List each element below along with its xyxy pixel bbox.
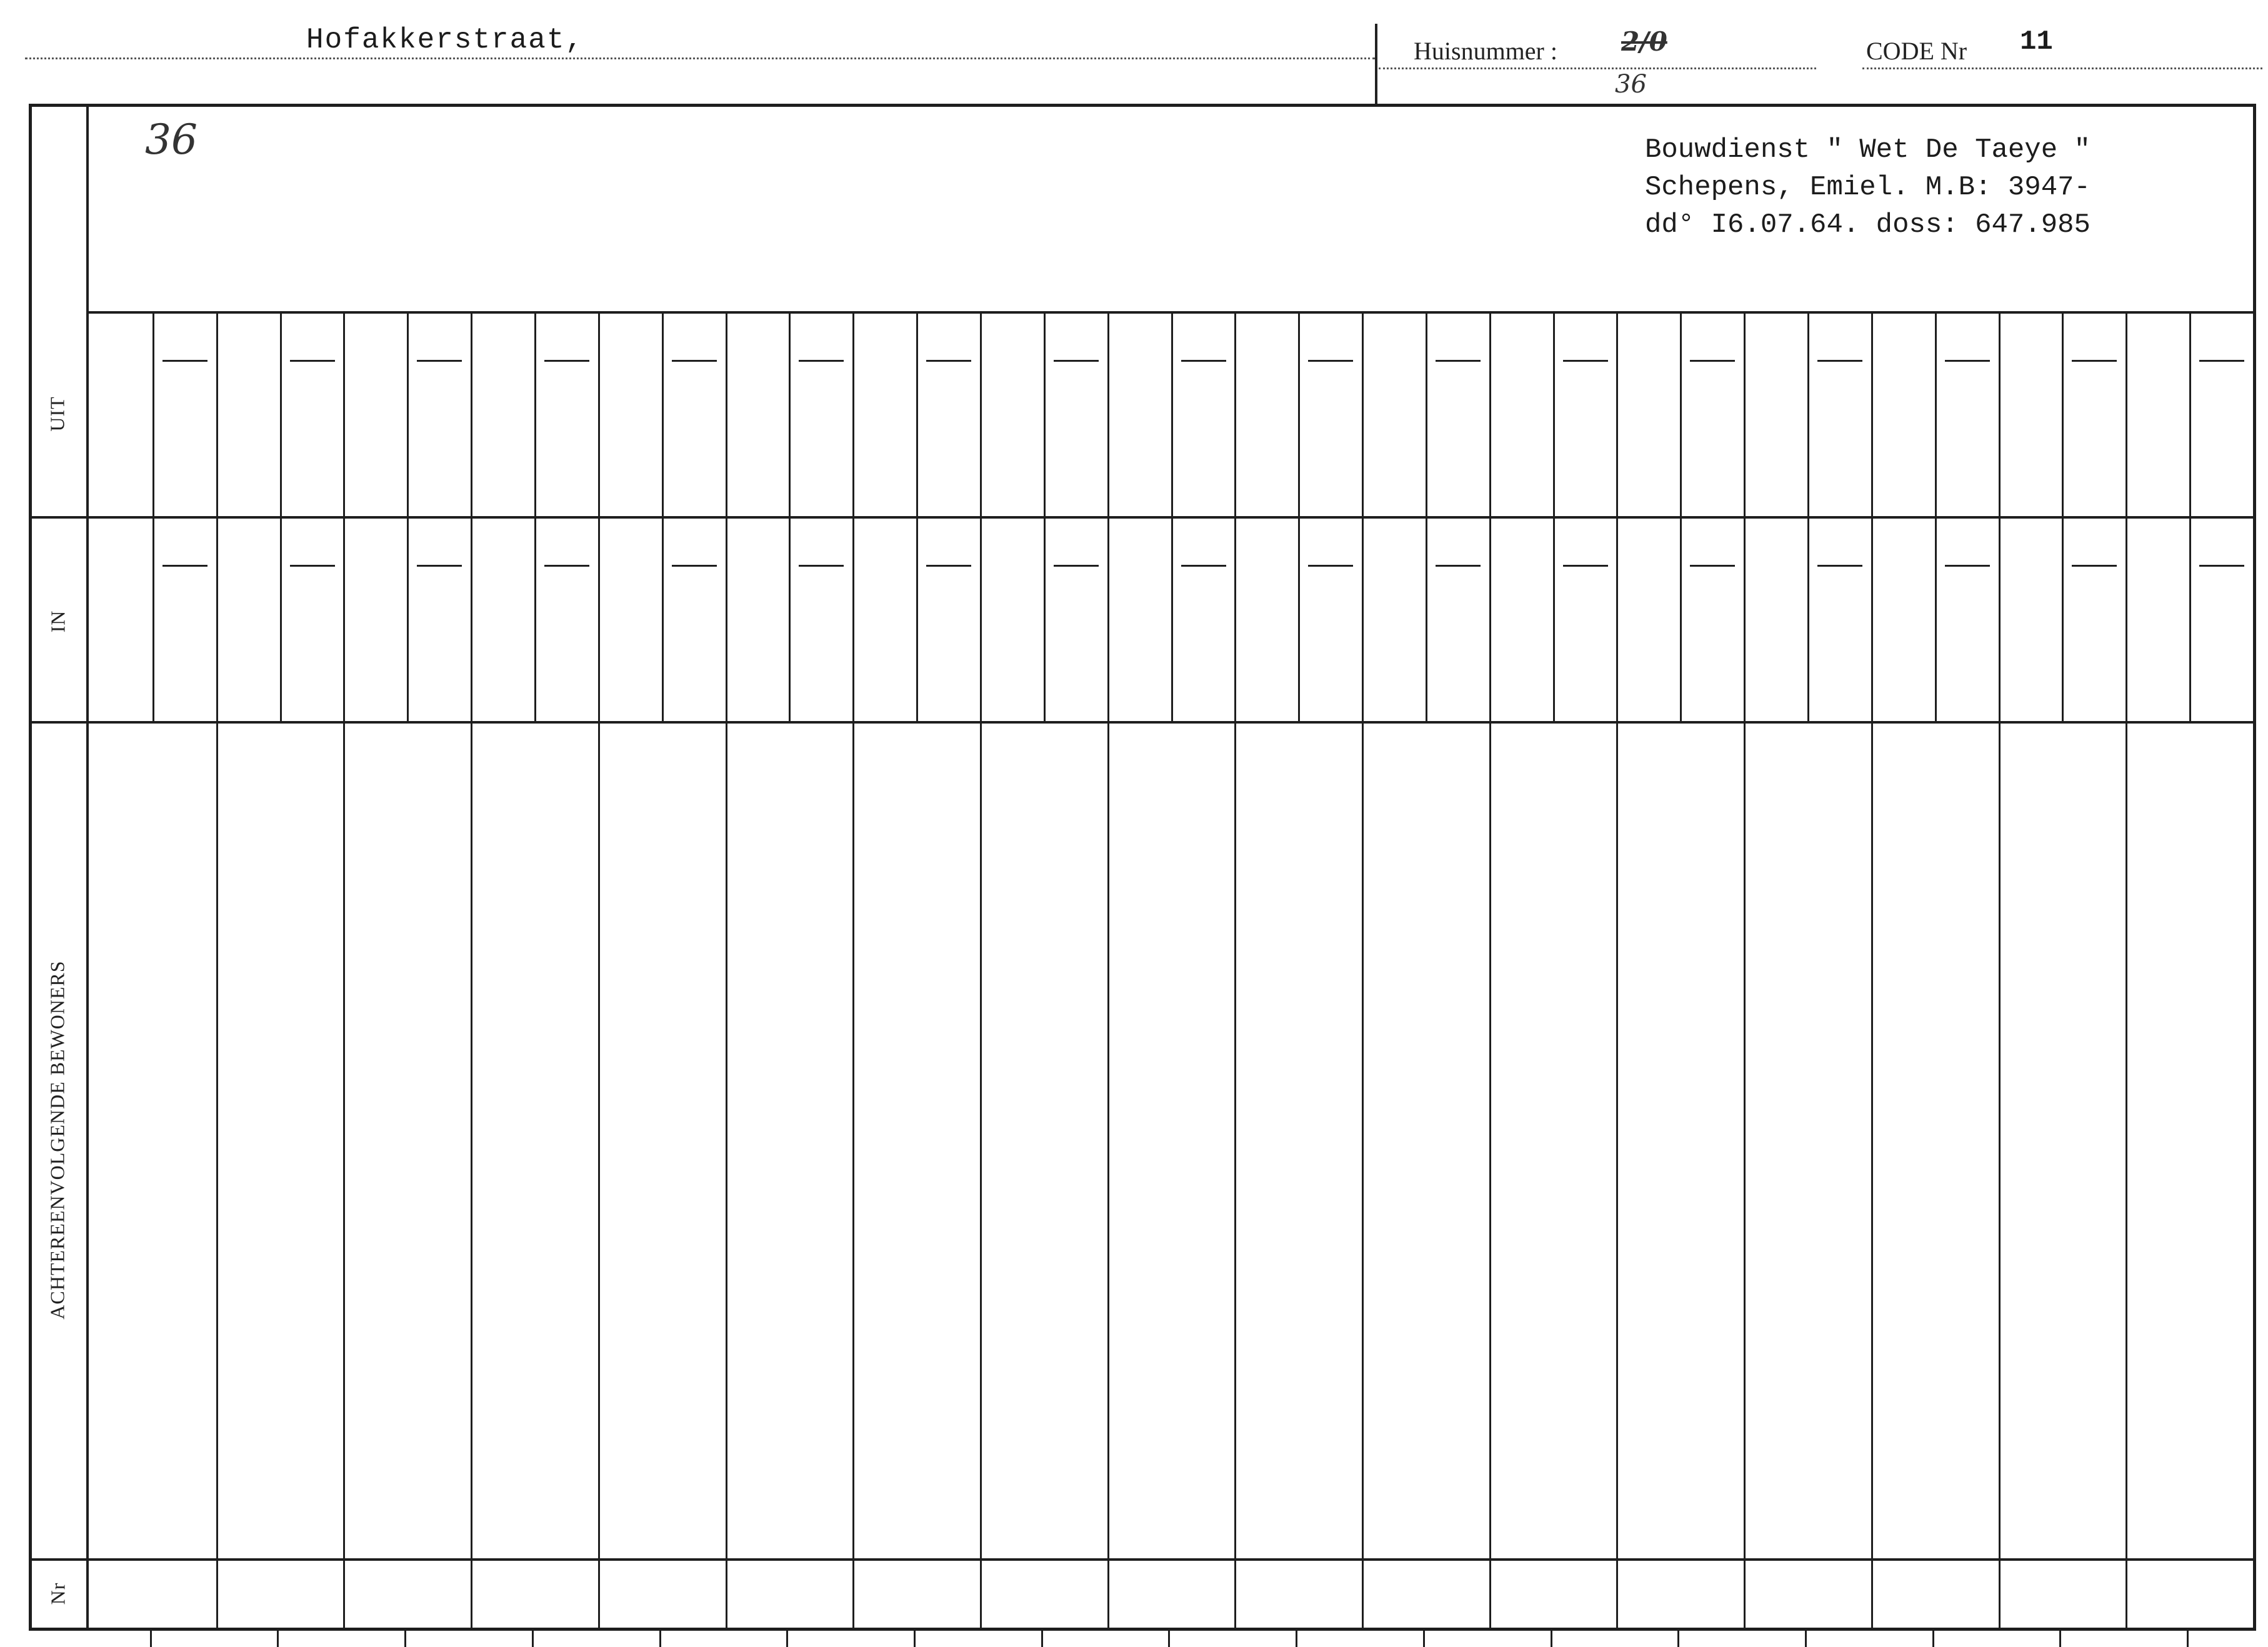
in-date-dash — [1054, 565, 1099, 567]
column-divider — [1616, 311, 1618, 1631]
house-number-underline — [1379, 67, 1816, 69]
in-divider — [29, 721, 2256, 724]
bottom-tick — [404, 1631, 406, 1647]
uit-date-dash — [2199, 360, 2244, 362]
street-underline — [25, 57, 1375, 59]
column-divider — [1362, 311, 1364, 1631]
bottom-tick — [277, 1631, 279, 1647]
code-label: CODE Nr — [1866, 37, 1967, 65]
date-subdivider — [1298, 311, 1300, 722]
in-date-dash — [1945, 565, 1990, 567]
column-divider — [1489, 311, 1491, 1631]
uit-date-dash — [544, 360, 589, 362]
column-divider — [216, 311, 218, 1631]
column-divider — [726, 311, 727, 1631]
column-divider — [471, 311, 472, 1631]
date-subdivider — [1553, 311, 1555, 722]
nr-divider — [29, 1558, 2256, 1561]
in-date-dash — [2199, 565, 2244, 567]
uit-divider — [29, 516, 2256, 519]
in-date-dash — [1436, 565, 1481, 567]
handwritten-box-number: 36 — [145, 116, 197, 164]
uit-date-dash — [1945, 360, 1990, 362]
date-subdivider — [1044, 311, 1046, 722]
uit-date-dash — [799, 360, 844, 362]
date-subdivider — [280, 311, 282, 722]
bottom-tick — [659, 1631, 661, 1647]
date-subdivider — [152, 311, 154, 722]
uit-date-dash — [2072, 360, 2117, 362]
uit-date-dash — [417, 360, 462, 362]
uit-date-dash — [1690, 360, 1735, 362]
uit-date-dash — [926, 360, 971, 362]
in-date-dash — [672, 565, 717, 567]
uit-date-dash — [1054, 360, 1099, 362]
bottom-tick — [1932, 1631, 1934, 1647]
house-number-new: 36 — [1615, 70, 1647, 99]
in-date-dash — [1308, 565, 1353, 567]
column-divider — [980, 311, 982, 1631]
bottom-tick — [1296, 1631, 1297, 1647]
in-row-label: IN — [46, 610, 69, 633]
in-date-dash — [1690, 565, 1735, 567]
uit-date-dash — [672, 360, 717, 362]
note-line-2: Schepens, Emiel. M.B: 3947- — [1645, 172, 2091, 203]
column-divider — [1744, 311, 1746, 1631]
bottom-tick — [150, 1631, 152, 1647]
date-subdivider — [407, 311, 409, 722]
residents-row-label: ACHTEREENVOLGENDE BEWONERS — [46, 960, 69, 1320]
date-subdivider — [662, 311, 664, 722]
column-divider — [852, 311, 854, 1631]
bottom-tick — [1805, 1631, 1807, 1647]
date-subdivider — [916, 311, 918, 722]
bottom-tick — [786, 1631, 788, 1647]
in-date-dash — [417, 565, 462, 567]
in-date-dash — [544, 565, 589, 567]
bottom-tick — [1423, 1631, 1425, 1647]
street-name: Hofakkerstraat, — [306, 24, 584, 56]
bottom-tick — [2187, 1631, 2189, 1647]
record-card-frame — [29, 104, 2256, 1631]
column-divider — [2126, 311, 2127, 1631]
column-divider — [343, 311, 345, 1631]
column-divider — [1107, 311, 1109, 1631]
date-subdivider — [2062, 311, 2064, 722]
note-line-1: Bouwdienst " Wet De Taeye " — [1645, 134, 2091, 166]
bottom-tick — [1551, 1631, 1552, 1647]
column-divider — [598, 311, 600, 1631]
uit-date-dash — [290, 360, 335, 362]
date-subdivider — [2189, 311, 2191, 722]
bottom-tick — [914, 1631, 916, 1647]
bottom-tick — [1041, 1631, 1043, 1647]
bottom-tick — [532, 1631, 534, 1647]
uit-date-dash — [1817, 360, 1862, 362]
bottom-tick — [1168, 1631, 1170, 1647]
date-subdivider — [1171, 311, 1173, 722]
in-date-dash — [799, 565, 844, 567]
date-subdivider — [534, 311, 536, 722]
note-line-3: dd° I6.07.64. doss: 647.985 — [1645, 209, 2091, 241]
uit-row-label: UIT — [46, 396, 69, 432]
code-value: 11 — [2020, 26, 2053, 57]
date-subdivider — [1426, 311, 1427, 722]
column-divider — [1871, 311, 1873, 1631]
uit-date-dash — [1181, 360, 1226, 362]
uit-date-dash — [1308, 360, 1353, 362]
column-divider — [1234, 311, 1236, 1631]
date-subdivider — [1807, 311, 1809, 722]
uit-date-dash — [162, 360, 207, 362]
code-underline — [1862, 67, 2262, 69]
date-subdivider — [1935, 311, 1937, 722]
bottom-tick — [1677, 1631, 1679, 1647]
in-date-dash — [1181, 565, 1226, 567]
in-date-dash — [290, 565, 335, 567]
nr-row-label: Nr — [46, 1582, 69, 1605]
house-number-old: 2/0 — [1621, 26, 1667, 57]
in-date-dash — [162, 565, 207, 567]
in-date-dash — [1817, 565, 1862, 567]
in-date-dash — [1563, 565, 1608, 567]
in-date-dash — [2072, 565, 2117, 567]
uit-date-dash — [1563, 360, 1608, 362]
house-number-label: Huisnummer : — [1414, 37, 1557, 65]
header-separator — [1375, 24, 1377, 104]
date-subdivider — [789, 311, 791, 722]
uit-date-dash — [1436, 360, 1481, 362]
date-subdivider — [1680, 311, 1682, 722]
label-column-divider — [86, 104, 89, 1631]
column-divider — [1999, 311, 2001, 1631]
in-date-dash — [926, 565, 971, 567]
bottom-tick — [2059, 1631, 2061, 1647]
